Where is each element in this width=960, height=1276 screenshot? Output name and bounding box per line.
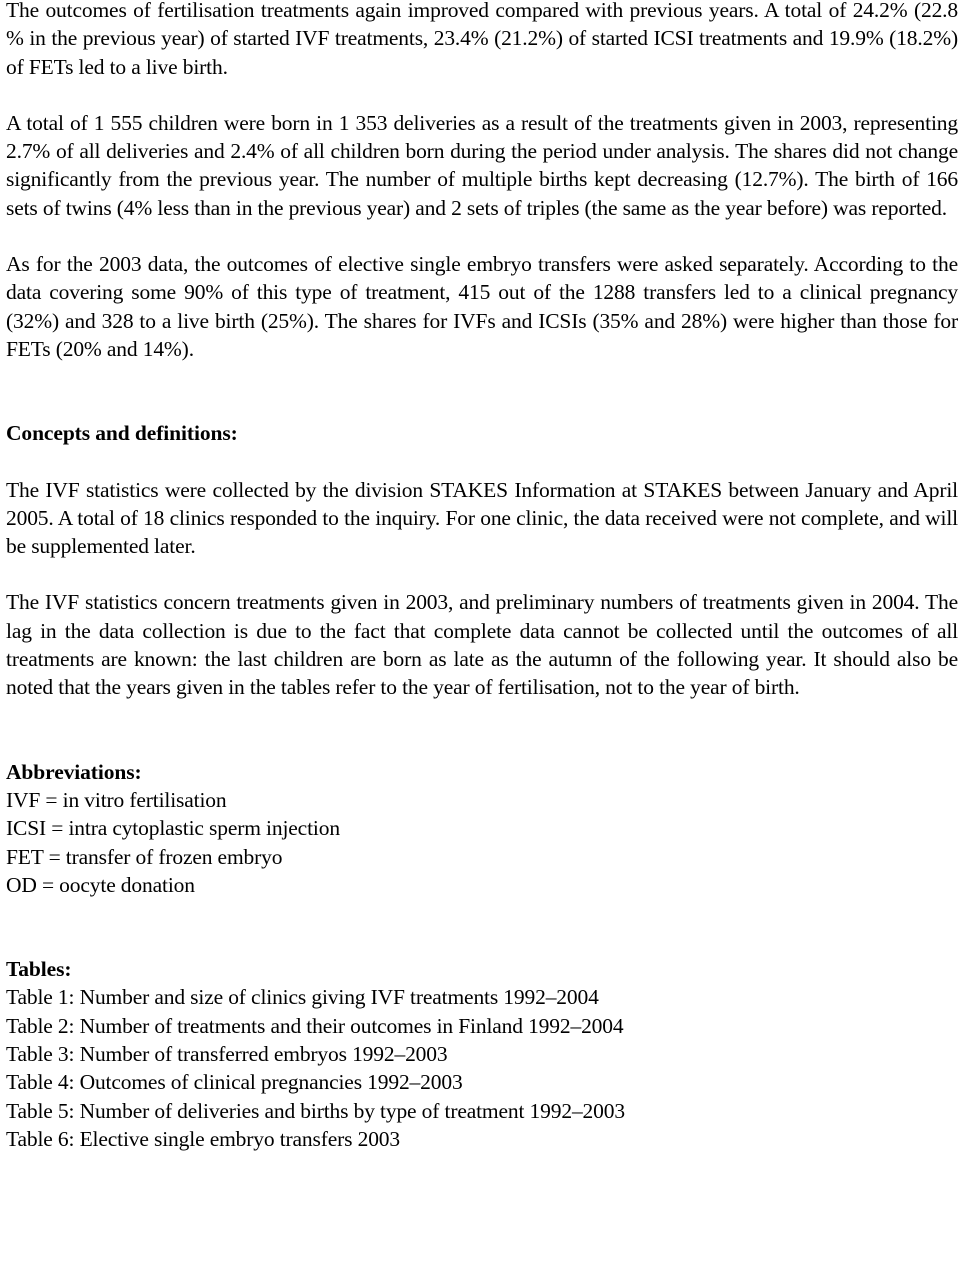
table-item-3: Table 3: Number of transferred embryos 1992–2003	[6, 1042, 448, 1067]
paragraph-lag: The IVF statistics concern treatments given in 2003, and preliminary numbers of treatments given in 2004. The lag in the data collection is due to the fact that complete data cannot be collected until the outcomes of all treatments are known: the last children are born as late as the autumn of the following year. It should also be noted that the years given in the tables refer to the year of fertilisation, not to the year of birth.	[6, 590, 958, 700]
heading-concepts: Concepts and definitions:	[6, 421, 238, 446]
abbreviation-od: OD = oocyte donation	[6, 872, 195, 897]
paragraph-outcomes: The outcomes of fertilisation treatments again improved compared with previous years. A total of 24.2% (22.8 % in the previous year) of started IVF treatments, 23.4% (21.2%) of started ICSI treatments and 19.9% (18.2%) of FETs led to a live birth.	[6, 0, 958, 79]
paragraph-collection: The IVF statistics were collected by the division STAKES Information at STAKES between January and April 2005. A total of 18 clinics responded to the inquiry. For one clinic, the data received were not complete, and will be supplemented later.	[6, 477, 958, 559]
table-item-4: Table 4: Outcomes of clinical pregnancies 1992–2003	[6, 1070, 463, 1095]
table-item-6: Table 6: Elective single embryo transfers 2003	[6, 1126, 400, 1151]
abbreviation-fet: FET = transfer of frozen embryo	[6, 844, 283, 869]
heading-tables: Tables:	[6, 957, 72, 982]
heading-abbreviations: Abbreviations:	[6, 759, 142, 784]
table-item-2: Table 2: Number of treatments and their outcomes in Finland 1992–2004	[6, 1013, 624, 1038]
document-page	[6, 0, 958, 1153]
abbreviation-icsi: ICSI = intra cytoplastic sperm injection	[6, 816, 340, 841]
abbreviation-list	[6, 786, 958, 899]
paragraph-single-embryo: As for the 2003 data, the outcomes of elective single embryo transfers were asked separately. According to the data covering some 90% of this type of treatment, 415 out of the 1288 transfers led to a clinical pregnancy (32%) and 328 to a live birth (25%). The shares for IVFs and ICSIs (35% and 28%) were higher than those for FETs (20% and 14%).	[6, 252, 958, 361]
abbreviation-ivf: IVF = in vitro fertilisation	[6, 787, 227, 812]
table-item-5: Table 5: Number of deliveries and births by type of treatment 1992–2003	[6, 1098, 625, 1123]
paragraph-children-born: A total of 1 555 children were born in 1 353 deliveries as a result of the treatments given in 2003, representing 2.7% of all deliveries and 2.4% of all children born during the period under analysis. The shares did not change significantly from the previous year. The number of multiple births kept decreasing (12.7%). The birth of 166 sets of twins (4% less than in the previous year) and 2 sets of triples (the same as the year before) was reported.	[6, 110, 958, 220]
table-item-1: Table 1: Number and size of clinics giving IVF treatments 1992–2004	[6, 985, 599, 1010]
table-list	[6, 983, 958, 1153]
